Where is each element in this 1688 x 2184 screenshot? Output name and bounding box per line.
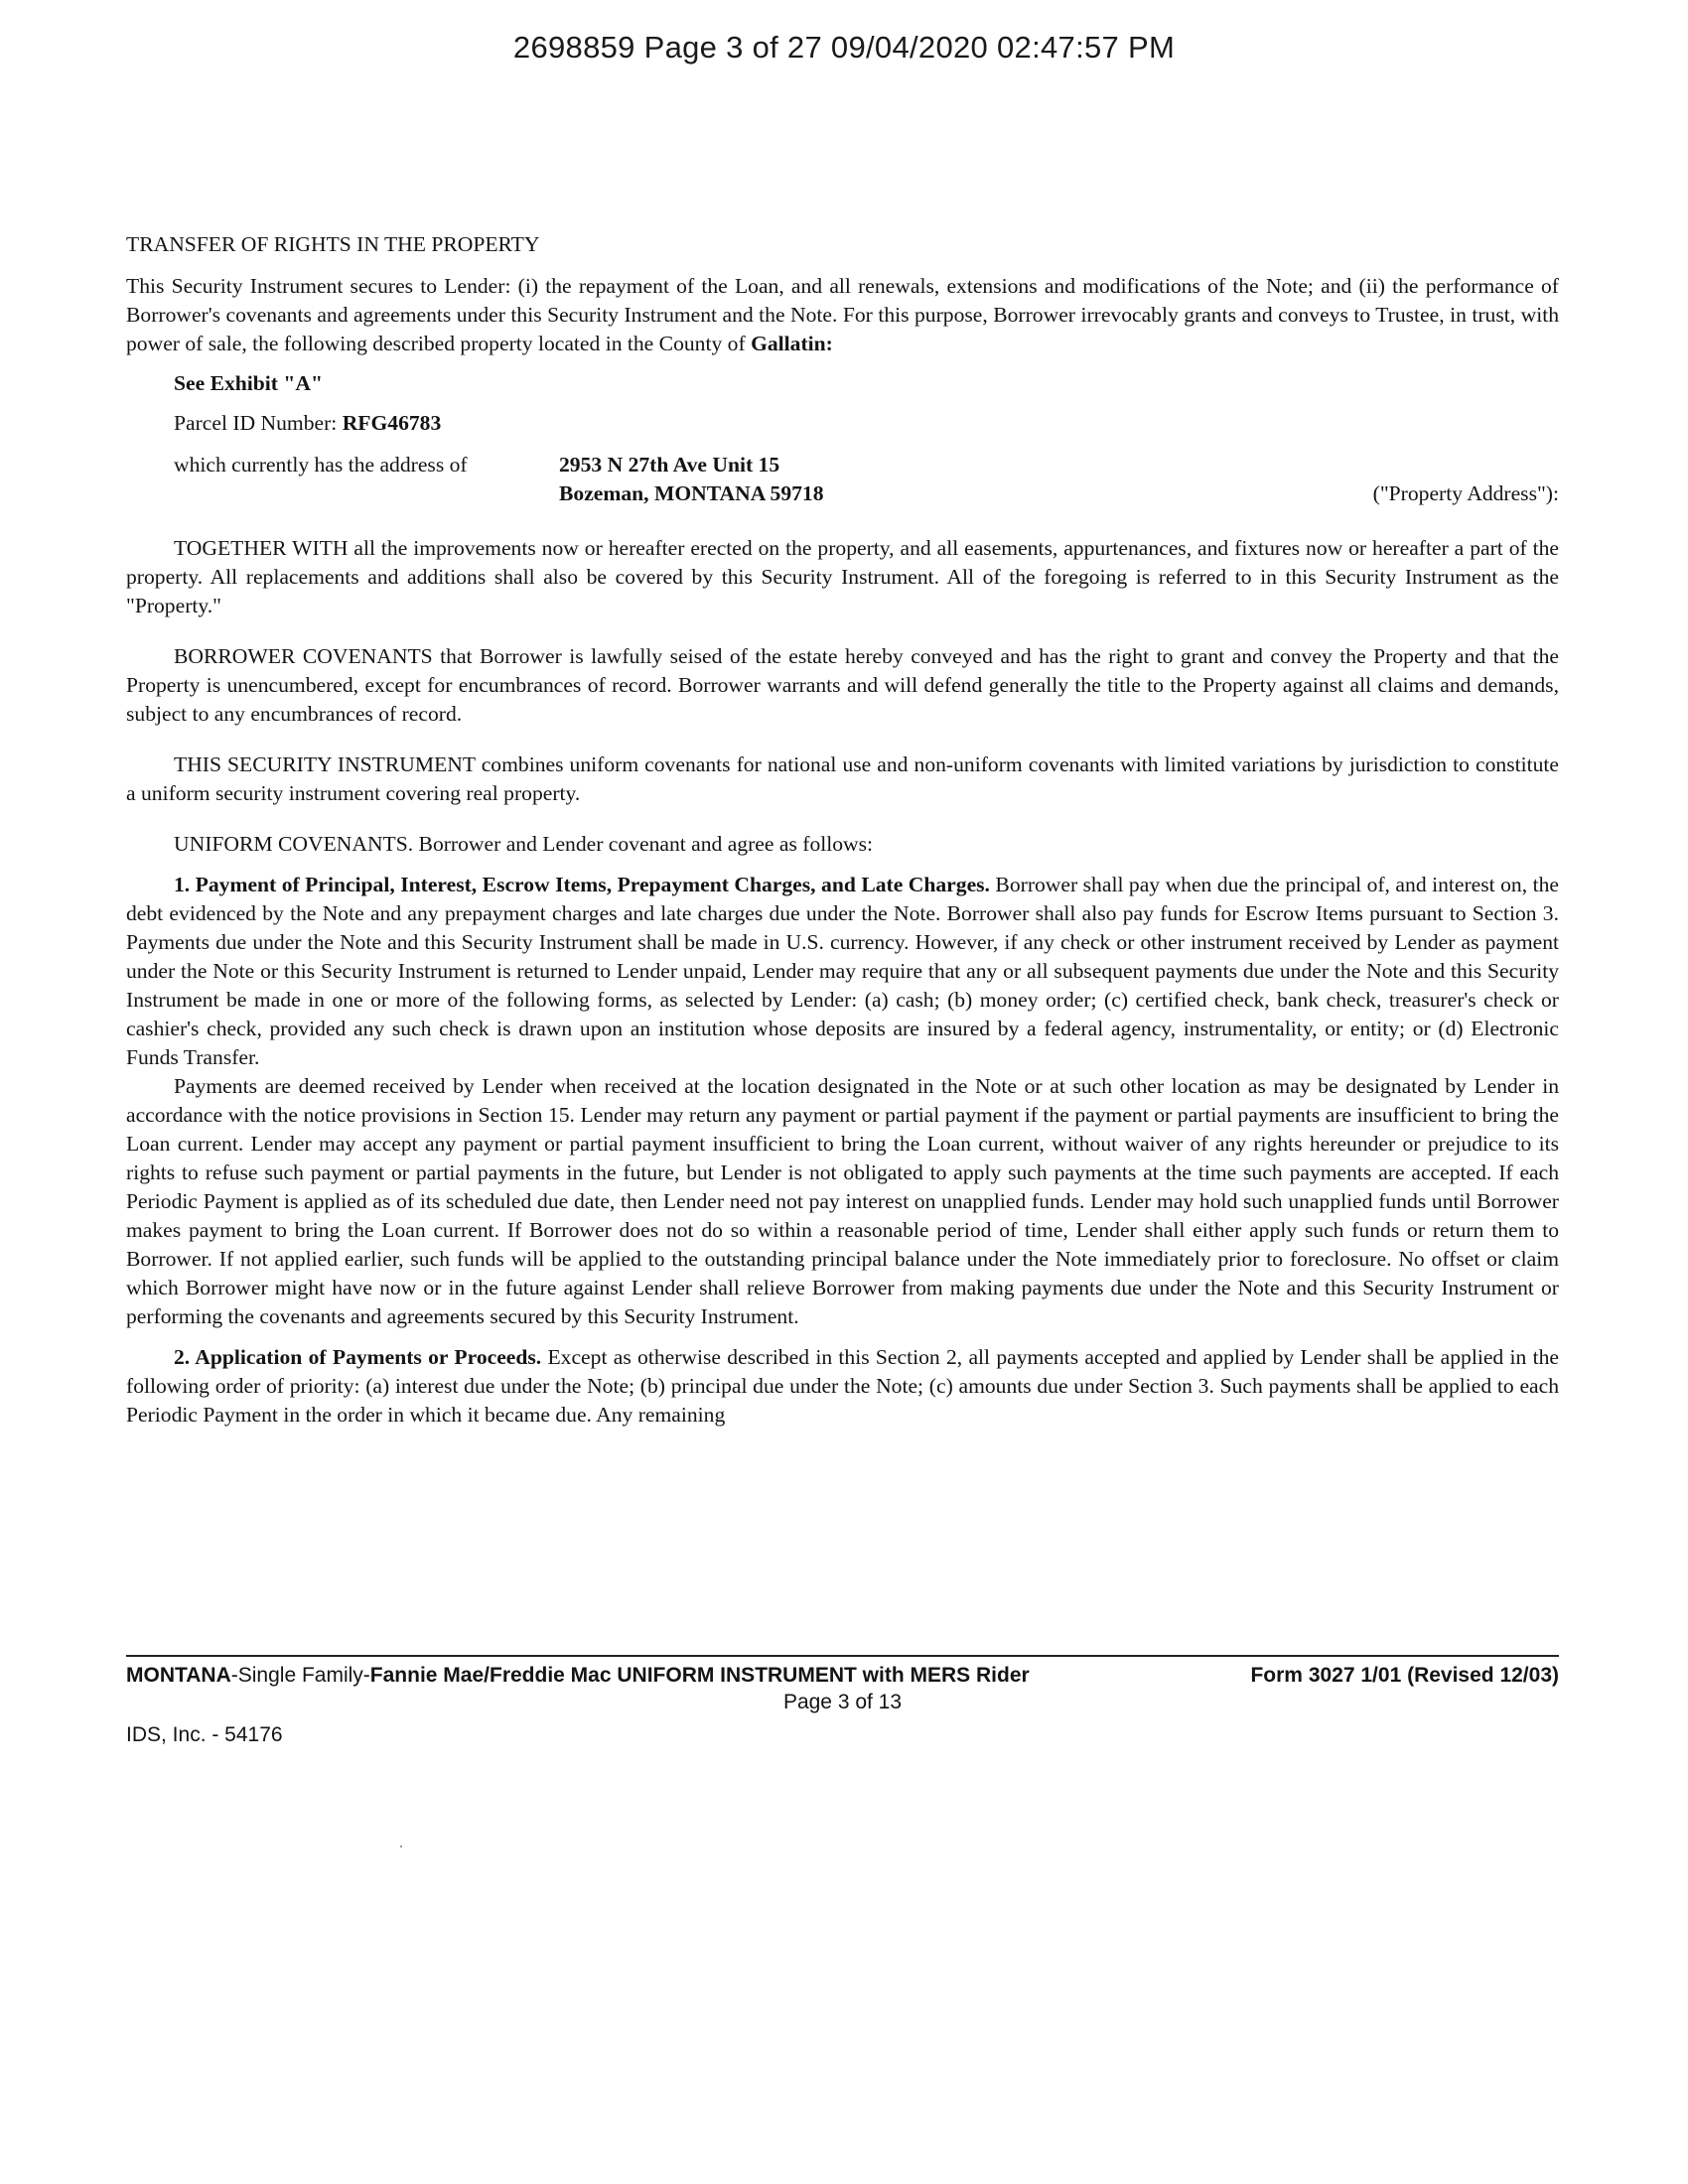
address-line-2: Bozeman, MONTANA 59718 <box>559 481 824 505</box>
county-colon: : <box>825 332 833 355</box>
form-footer <box>126 1662 1559 1715</box>
security-instrument-paragraph: THIS SECURITY INSTRUMENT combines uniform covenants for national use and non-uniform covenants with limited variations by jurisdiction to constitute a uniform security instrument covering real property. <box>126 752 1559 805</box>
parcel-id-line <box>174 409 1559 438</box>
address-line-1: 2953 N 27th Ave Unit 15 <box>559 453 780 477</box>
address-label: which currently has the address of <box>174 453 468 477</box>
document-body <box>126 230 1559 1430</box>
together-with-paragraph: TOGETHER WITH all the improvements now or hereafter erected on the property, and all easements, appurtenances, and fixtures now or hereafter a part of the property. All replacements and additions shall also be covered by this Security Instrument. All of the foregoing is referred to in this Security Instrument as the "Property." <box>126 536 1559 617</box>
section-2-paragraph <box>126 1343 1559 1430</box>
transfer-paragraph <box>126 272 1559 358</box>
exhibit-label: See Exhibit "A" <box>174 371 323 395</box>
section-1-title: 1. Payment of Principal, Interest, Escrow Items, Prepayment Charges, and Late Charges. <box>174 873 990 896</box>
scan-speck <box>400 1845 402 1847</box>
section-1-paragraph-2: Payments are deemed received by Lender when received at the location designated in the Note or at such other location as may be designated by Lender in accordance with the notice provisions in Section 15. Lender may return any payment or partial payment if the payment or partial payments are insufficient to bring the Loan current. Lender may accept any payment or partial payment insufficient to bring the Loan current, without waiver of any rights hereunder or prejudice to its rights to refuse such payment or partial payments in the future, but Lender is not obligated to apply such payments at the time such payments are accepted. If each Periodic Payment is applied as of its scheduled due date, then Lender need not pay interest on unapplied funds. Lender may hold such unapplied funds until Borrower makes payment to bring the Loan current. If Borrower does not do so within a reasonable period of time, Lender shall either apply such funds or return them to Borrower. If not applied earlier, such funds will be applied to the outstanding principal balance under the Note immediately prior to foreclosure. No offset or claim which Borrower might have now or in the future against Lender shall relieve Borrower from making payments due under the Note and this Security Instrument or performing the covenants and agreements secured by this Security Instrument. <box>126 1074 1559 1328</box>
section-1-paragraph <box>126 871 1559 1072</box>
exhibit-reference <box>174 369 1559 398</box>
footer-row <box>126 1662 1559 1689</box>
county-name: Gallatin <box>751 332 826 355</box>
parcel-id: RFG46783 <box>342 411 442 435</box>
footer-family: -Single Family- <box>230 1664 370 1687</box>
form-title <box>126 1662 1030 1689</box>
transfer-text: This Security Instrument secures to Lender: (i) the repayment of the Loan, and all renewals, extensions and modifications of the Note; and (ii) the performance of Borrower's covenants and agreements under this Security Instrument and the Note. For this purpose, Borrower irrevocably grants and conveys to Trustee, in trust, with power of sale, the following described property located in the County of <box>126 274 1559 355</box>
form-number: Form 3027 1/01 (Revised 12/03) <box>1250 1664 1559 1687</box>
ids-reference: IDS, Inc. - 54176 <box>126 1723 283 1746</box>
footer-instrument: Fannie Mae/Freddie Mac UNIFORM INSTRUMENT with MERS Rider <box>369 1664 1030 1687</box>
page-number: Page 3 of 13 <box>782 1691 903 1713</box>
uniform-covenants-paragraph: UNIFORM COVENANTS. Borrower and Lender covenant and agree as follows: <box>174 832 874 856</box>
footer-divider <box>126 1655 1559 1657</box>
section-1-text: Borrower shall pay when due the principal of, and interest on, the debt evidenced by the Note and any prepayment charges and late charges due under the Note. Borrower shall also pay funds for Escrow Items pursuant to Section 3. Payments due under the Note and this Security Instrument shall be made in U.S. currency. However, if any check or other instrument received by Lender as payment under the Note or this Security Instrument is returned to Lender unpaid, Lender may require that any or all subsequent payments due under the Note and this Security Instrument be made in one or more of the following forms, as selected by Lender: (a) cash; (b) money order; (c) certified check, bank check, treasurer's check or cashier's check, provided any such check is drawn upon an institution whose deposits are insured by a federal agency, instrumentality, or entity; or (d) Electronic Funds Transfer. <box>126 873 1559 1069</box>
parcel-label: Parcel ID Number: <box>174 411 343 435</box>
property-description <box>126 369 1559 508</box>
address-row <box>174 451 1559 508</box>
recording-stamp: 2698859 Page 3 of 27 09/04/2020 02:47:57 PM <box>512 30 1176 65</box>
property-address-tag: ("Property Address"): <box>1372 481 1559 505</box>
section-heading: TRANSFER OF RIGHTS IN THE PROPERTY <box>126 232 540 256</box>
footer-state: MONTANA <box>126 1664 231 1687</box>
address-lines <box>559 451 887 508</box>
section-2-text: Except as otherwise described in this Section 2, all payments accepted and applied by Lender shall be applied in the following order of priority: (a) interest due under the Note; (b) principal due under the Note; (c) amounts due under Section 3. Such payments shall be applied to each Periodic Payment in the order in which it became due. Any remaining <box>126 1345 1559 1427</box>
section-2-title: 2. Application of Payments or Proceeds. <box>174 1345 542 1369</box>
borrower-covenants-paragraph: BORROWER COVENANTS that Borrower is lawfully seised of the estate hereby conveyed and has the right to grant and convey the Property and that the Property is unencumbered, except for encumbrances of record. Borrower warrants and will defend generally the title to the Property against all claims and demands, subject to any encumbrances of record. <box>126 644 1559 726</box>
